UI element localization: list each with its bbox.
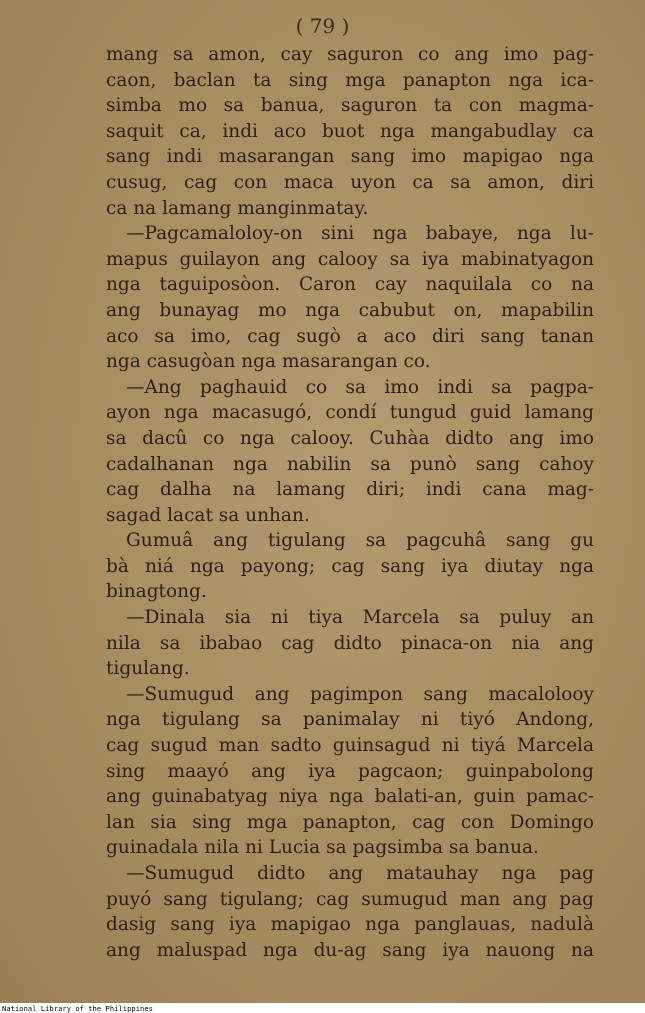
text-line: caon, baclan ta sing mga panapton nga ica- [106, 69, 594, 91]
text-line: ang maluspad nga du-ag sang iya nauong na [106, 939, 594, 961]
text-line: saquit ca, indi aco buot nga mangabudlay ca [106, 120, 594, 142]
text-line: simba mo sa banua, saguron ta con magma- [106, 95, 594, 117]
text-line: Gumuâ ang tigulang sa pagcuhâ sang gu [126, 530, 594, 552]
text-line: guinadala nila ni Lucia sa pagsimba sa banua. [106, 837, 539, 859]
text-line: dasig sang iya mapigao nga panglauas, nadulà [106, 914, 594, 936]
text-line: mapus guilayon ang calooy sa iya mabinatyagon [106, 248, 594, 270]
text-line: sang indi masarangan sang imo mapigao nga [106, 146, 594, 168]
text-line: cusug, cag con maca uyon ca sa amon, diri [106, 171, 594, 193]
body-text [106, 42, 594, 963]
text-line: cadalhanan nga nabilin sa punò sang cahoy [106, 453, 594, 475]
text-line: sing maayó ang iya pagcaon; guinpabolong [106, 760, 594, 782]
text-line: nila sa ibabao cag didto pinaca-on nia ang [106, 632, 594, 654]
text-line: puyó sang tigulang; cag sumugud man ang pag [106, 888, 594, 910]
text-line: binagtong. [106, 581, 207, 603]
text-line: —Sumugud didto ang matauhay nga pag [126, 863, 594, 884]
text-line: nga taguiposòon. Caron cay naquilala co na [106, 274, 594, 296]
text-line: sagad lacat sa unhan. [106, 504, 310, 526]
text-line: ang guinabatyag niya nga balati-an, guin pamac- [106, 786, 594, 808]
text-line: ang bunayag mo nga cabubut on, mapabilin [106, 299, 594, 321]
text-line: —Sumugud ang pagimpon sang macalolooy [126, 683, 594, 705]
text-line: —Ang paghauid co sa imo indi sa pagpa- [126, 376, 594, 398]
text-line: cag sugud man sadto guinsagud ni tiyá Marcela [106, 735, 594, 757]
text-line: sa dacû co nga calooy. Cuhàa didto ang imo [106, 427, 594, 449]
text-line: aco sa imo, cag sugò a aco diri sang tanan [106, 325, 594, 347]
text-line: cag dalha na lamang diri; indi cana mag- [106, 479, 594, 501]
text-line: lan sia sing mga panapton, cag con Domingo [106, 811, 594, 833]
text-line: nga casugòan nga masarangan co. [106, 351, 431, 373]
text-line: —Pagcamaloloy-on sini nga babaye, nga lu- [126, 223, 594, 245]
text-line: nga tigulang sa panimalay ni tiyó Andong, [106, 709, 594, 731]
text-line: mang sa amon, cay saguron co ang imo pag- [106, 44, 594, 65]
text-line: ayon nga macasugó, condí tungud guid lamang [106, 402, 594, 424]
text-line: ca na lamang manginmatay. [106, 197, 369, 219]
library-credit: National Library of the Philippines [2, 1005, 154, 1013]
text-line: bà niá nga payong; cag sang iya diutay nga [106, 555, 594, 577]
text-line: —Dinala sia ni tiya Marcela sa puluy an [126, 607, 594, 629]
page-number: ( 79 ) [295, 14, 350, 38]
text-line: tigulang. [106, 658, 190, 680]
